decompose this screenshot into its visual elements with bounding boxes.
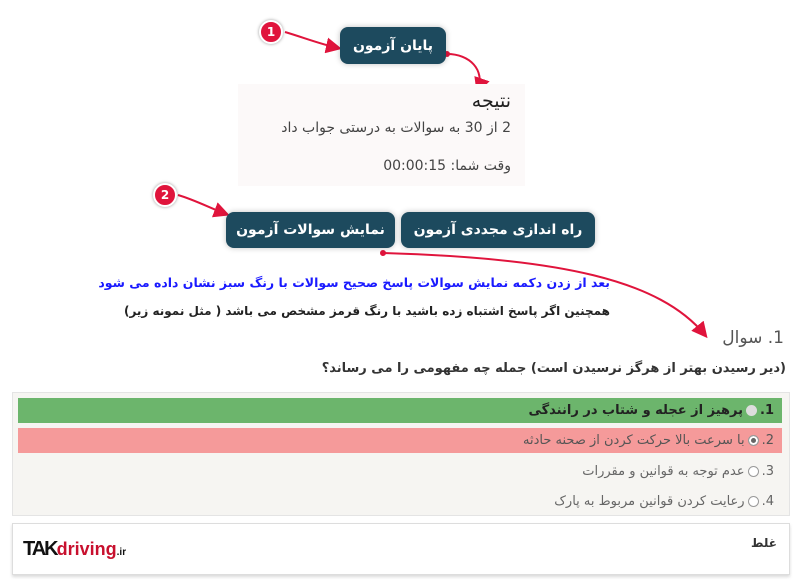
time-text: وقت شما: 00:00:15 xyxy=(383,158,511,174)
option-label: با سرعت بالا حرکت کردن از صحنه حادثه xyxy=(523,433,745,448)
annotation-blue: بعد از زدن دکمه نمایش سوالات پاسخ صحیح سوالات با رنگ سبز نشان داده می شود xyxy=(98,275,610,290)
logo-driving: driving xyxy=(56,539,117,559)
score-text: 2 از 30 به سوالات به درستی جواب داد xyxy=(281,120,511,136)
feedback-box xyxy=(12,523,790,575)
question-heading: 1. سوال xyxy=(722,328,784,348)
radio-icon[interactable] xyxy=(746,405,757,416)
option-number: 1. xyxy=(760,403,774,418)
radio-icon[interactable] xyxy=(748,466,759,477)
result-panel xyxy=(238,84,525,186)
option-4[interactable] xyxy=(18,489,782,514)
radio-selected-icon[interactable] xyxy=(748,435,759,446)
feedback-text: غلط xyxy=(751,536,777,550)
finish-exam-button[interactable]: پایان آزمون xyxy=(340,27,446,64)
option-1[interactable] xyxy=(18,398,782,423)
show-questions-button[interactable]: نمایش سوالات آزمون xyxy=(226,212,395,248)
question-text: (دیر رسیدن بهتر از هرگز نرسیدن است) جمله چه مفهومی را می رساند؟ xyxy=(321,361,786,376)
radio-icon[interactable] xyxy=(748,496,759,507)
option-2[interactable] xyxy=(18,428,782,453)
logo-ir: .ir xyxy=(116,547,127,558)
option-label: عدم توجه به قوانین و مقررات xyxy=(582,464,745,479)
step-badge-1: 1 xyxy=(259,20,283,44)
option-number: 3. xyxy=(761,464,774,479)
option-number: 2. xyxy=(761,433,774,448)
option-label: رعایت کردن قوانین مربوط به پارک xyxy=(554,494,745,509)
annotation-black: همچنین اگر پاسخ اشتباه زده باشید با رنگ قرمز مشخص می باشد ( مثل نمونه زیر) xyxy=(123,304,610,318)
logo-tak: TAK xyxy=(23,538,57,560)
step-badge-2: 2 xyxy=(153,183,177,207)
option-3[interactable] xyxy=(18,459,782,484)
restart-exam-button[interactable]: راه اندازی مجددی آزمون xyxy=(401,212,595,248)
result-title: نتیجه xyxy=(471,90,511,112)
takdriving-logo xyxy=(23,538,126,561)
option-label: پرهیز از عجله و شتاب در رانندگی xyxy=(528,403,743,418)
option-number: 4. xyxy=(761,494,774,509)
